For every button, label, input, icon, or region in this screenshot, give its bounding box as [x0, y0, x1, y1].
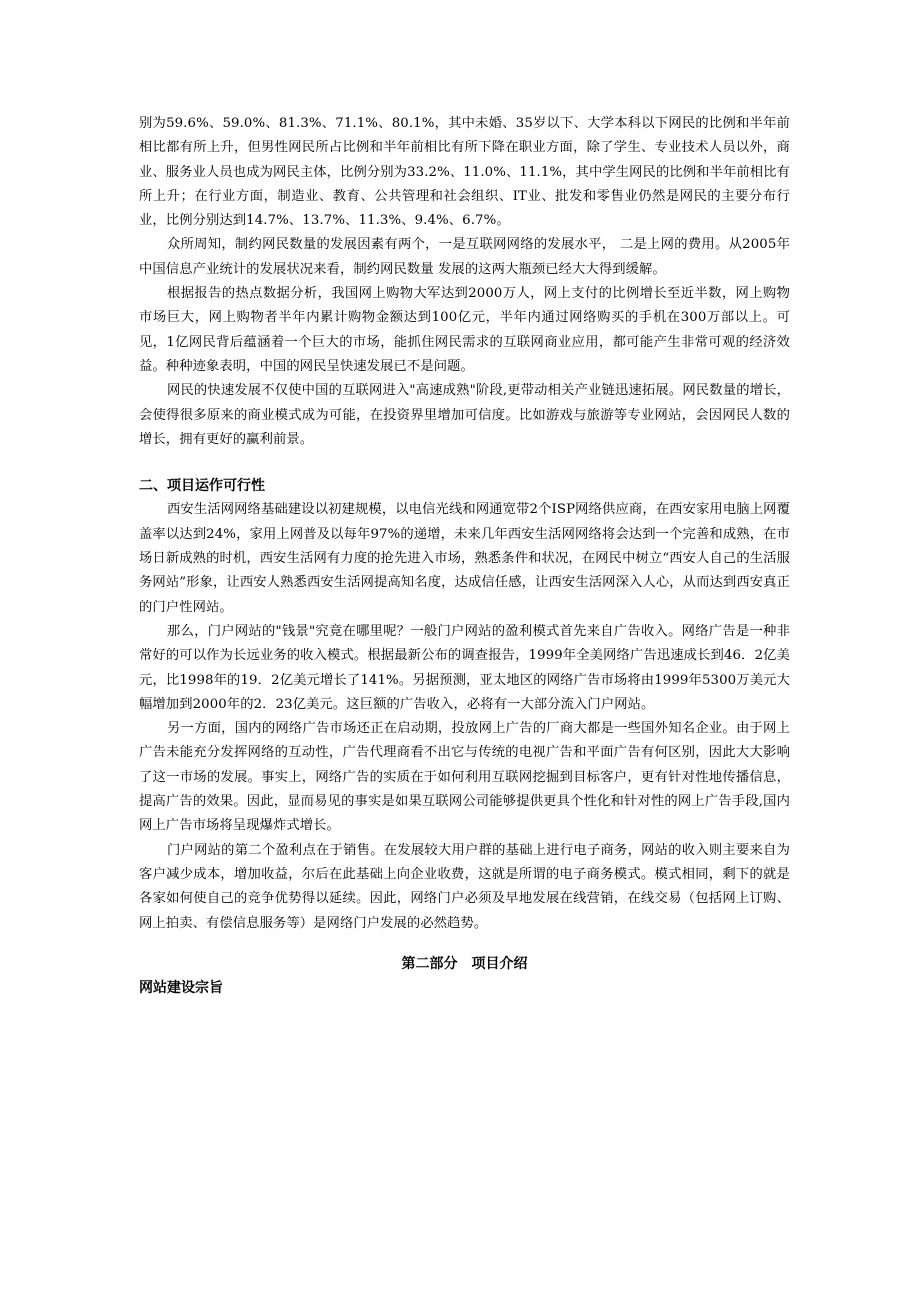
paragraph-constraints: 众所周知，制约网民数量的发展因素有两个，一是互联网网络的发展水平， 二是上网的费用。从2005年中国信息产业统计的发展状况来看，制约网民数量 发展的这两大瓶颈已经大大得到缓解。 — [139, 237, 790, 277]
spacer — [139, 936, 790, 952]
section-heading-feasibility: 二、项目运作可行性 — [139, 478, 265, 495]
paragraph-industry-growth: 网民的快速发展不仅使中国的互联网进入"高速成熟"阶段,更带动相关产业链迅速拓展。网民数量的增长，会使得很多原来的商业模式成为可能，在投资界里增加可信度。比如游戏与旅游等专业网站，会因网民人数的增长，拥有更好的赢利前景。 — [139, 383, 790, 447]
paragraph-xian-network: 西安生活网网络基础建设以初建规模，以电信光线和网通宽带2个ISP网络供应商，在西安家用电脑上网覆盖率以达到24%，家用上网普及以每年97%的递增，未来几年西安生活网网络将会达到一个完善和成熟，在市场日新成熟的时机，西安生活网有力度的抢先进入市场，熟悉条件和状况，在网民中树立“西安人自己的生活服务网站”形象，让西安人熟悉西安生活网提高知名度，达成信任感，让西安生活网深入人心，从而达到西安真正的门户性网站。 — [139, 502, 790, 615]
subsection-title: 网站建设宗旨 — [139, 980, 223, 997]
paragraph-online-shopping: 根据报告的热点数据分析，我国网上购物大军达到2000万人，网上支付的比例增长至近半数，网上购物市场巨大，网上购物者半年内累计购物金额达到100亿元，半年内通过网络购买的手机在300万部以上。可见，1亿网民背后蕴涵着一个巨大的市场，能抓住网民需求的互联网商业应用，都可能产生非常可观的经济效益。种种迹象表明，中国的网民呈快速发展已不是问题。 — [139, 286, 790, 374]
spacer — [139, 452, 790, 474]
paragraph-portal-revenue: 那么，门户网站的"钱景"究竟在哪里呢？一般门户网站的盈利模式首先来自广告收入。网络广告是一种非常好的可以作为长远业务的收入模式。根据最新公布的调查报告，1999年全美网络广告迅速成长到46．2亿美元，比1998年的19．2亿美元增长了141%。另据预测，亚太地区的网络广告市场将由1999年5300万美元大幅增加到2000年的2．23亿美元。这巨额的广告收入，必将有一大部分流入门户网站。 — [139, 623, 790, 712]
paragraph-ecommerce: 门户网站的第二个盈利点在于销售。在发展较大用户群的基础上进行电子商务，网站的收入则主要来自为客户减少成本，增加收益，尔后在此基础上向企业收费，这就是所谓的电子商务模式。模式相同，剩下的就是各家如何使自己的竞争优势得以延续。因此，网络门户必须及早地发展在线营销，在线交易（包括网上订购、网上拍卖、有偿信息服务等）是网络门户发展的必然趋势。 — [139, 842, 790, 931]
document-page — [139, 112, 790, 1000]
paragraph-statistics: 别为59.6%、59.0%、81.3%、71.1%、80.1%，其中未婚、35岁以下、大学本科以下网民的比例和半年前相比都有所上升，但男性网民所占比例和半年前相比有所下降在职业方面，除了学生、专业技术人员以外，商业、服务业人员也成为网民主体，比例分别为33.2%、11.0%、11.1%，其中学生网民的比例和半年前相比有所上升；在行业方面，制造业、教育、公共管理和社会组织、IT业、批发和零售业仍然是网民的主要分布行业，比例分别达到14.7%、13.7%、11.3%、9.4%、6.7%。 — [139, 116, 790, 229]
part-title: 第二部分 项目介绍 — [401, 955, 528, 972]
paragraph-domestic-ads: 另一方面，国内的网络广告市场还正在启动期，投放网上广告的厂商大都是一些国外知名企业。由于网上广告未能充分发挥网络的互动性，广告代理商看不出它与传统的电视广告和平面广告有何区别，因此大大影响了这一市场的发展。事实上，网络广告的实质在于如何利用互联网挖掘到目标客户，更有针对性地传播信息，提高广告的效果。因此，显而易见的事实是如果互联网公司能够提供更具个性化和针对性的网上广告手段,国内网上广告市场将呈现爆炸式增长。 — [139, 721, 790, 834]
